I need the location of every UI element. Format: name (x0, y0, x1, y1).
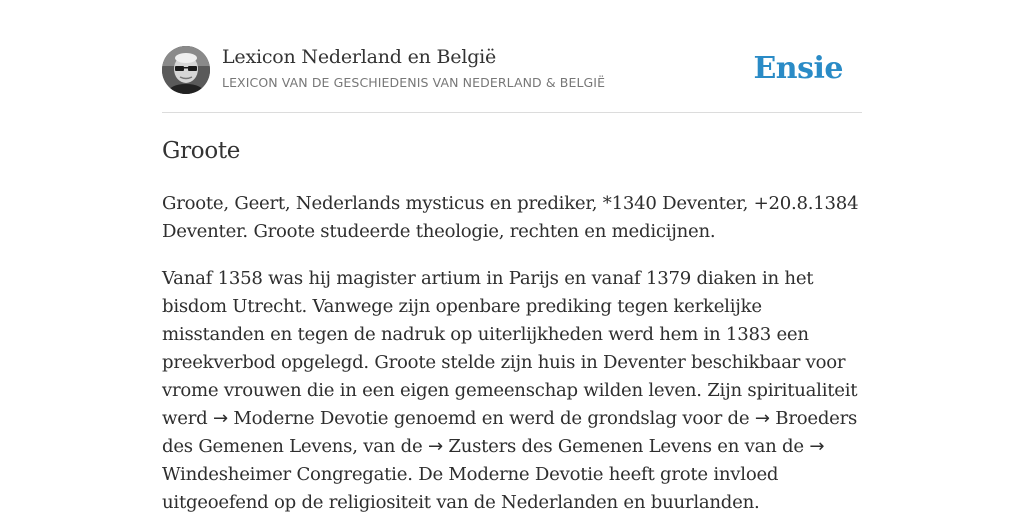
paragraph-text: genoemd en werd de grondslag voor de (388, 408, 755, 429)
article-body (162, 190, 862, 512)
paragraph-text: Vanaf 1358 was hij magister artium in Parijs en vanaf 1379 diaken in het bisdom Utrecht. Vanwege zijn openbare prediking tegen kerkelijke misstanden en tegen de nadruk op uiterlijkheden werd hem in 1383 een preekverbod opgelegd. Groote stelde zijn huis in Deventer beschikbaar voor vrome vrouwen die in een eigen gemeenschap wilden leven. Zijn spiritualiteit werd (162, 268, 858, 429)
article-paragraph-2 (162, 265, 862, 512)
ensie-logo[interactable]: Ensie (753, 51, 843, 86)
xref-label: Windesheimer Congregatie (162, 464, 408, 485)
author-avatar[interactable] (162, 46, 210, 94)
author-avatar-photo (162, 46, 210, 94)
page-title: Groote (162, 138, 241, 164)
xref-label: Broeders des Gemenen Levens (162, 408, 858, 457)
paragraph-text: en van de (711, 436, 810, 457)
paragraph-text: , van de (352, 436, 428, 457)
xref-moderne-devotie[interactable] (213, 408, 388, 429)
article-paragraph-1: Groote, Geert, Nederlands mysticus en prediker, *1340 Deventer, +20.8.1384 Deventer. Groote studeerde theologie, rechten en medicijnen. (162, 193, 859, 242)
xref-label: Zusters des Gemenen Levens (448, 436, 712, 457)
xref-zusters-des-gemenen-levens[interactable] (428, 436, 712, 457)
arrow-right-icon: → (427, 436, 443, 457)
lexicon-name[interactable]: Lexicon Nederland en België (222, 46, 497, 68)
xref-label: Moderne Devotie (233, 408, 389, 429)
arrow-right-icon: → (212, 408, 228, 429)
arrow-right-icon: → (809, 436, 825, 457)
arrow-right-icon: → (754, 408, 770, 429)
lexicon-subtitle: LEXICON VAN DE GESCHIEDENIS VAN NEDERLAND & BELGIË (222, 75, 606, 90)
site-header (162, 46, 862, 113)
paragraph-text: . De Moderne Devotie heeft grote invloed uitgeoefend op de religiositeit van de Nederlanden en buurlanden. (162, 464, 779, 512)
